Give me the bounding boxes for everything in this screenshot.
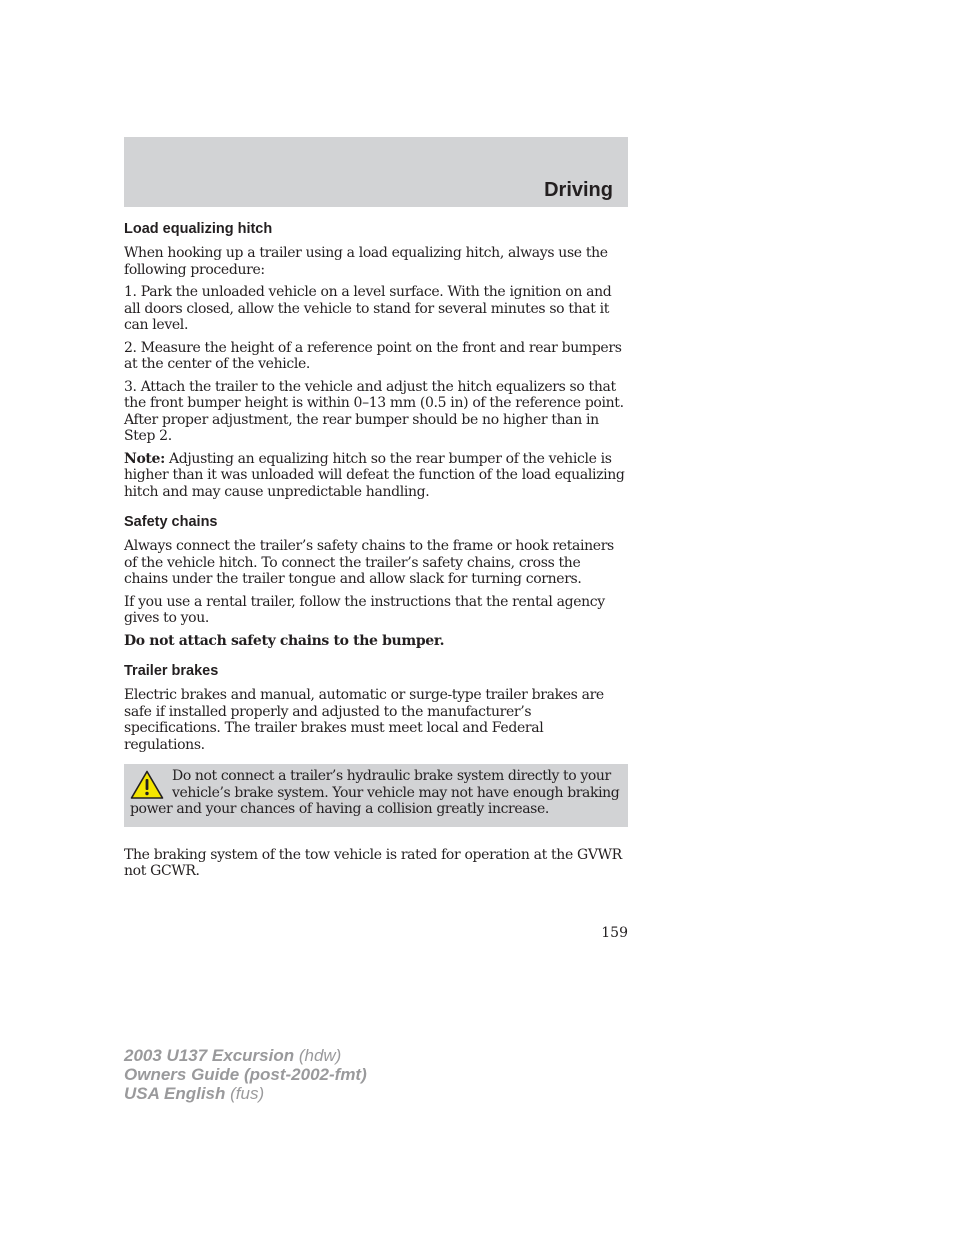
paragraph-step-1: 1. Park the unloaded vehicle on a level surface. With the ignition on and all doors closed, allow the vehicle to stand for several minutes so that it can level. — [124, 284, 612, 333]
paragraph-brakes-2: The braking system of the tow vehicle is rated for operation at the GVWR not GCWR. — [124, 846, 622, 879]
document-footer — [124, 1046, 367, 1103]
warning-box — [124, 764, 628, 827]
warning-text: Do not connect a trailer’s hydraulic brake system directly to your vehicle’s brake system. Your vehicle may not have enough braking power and your chances of having a collision greatly increase. — [130, 768, 620, 817]
footer-line-1-bold: 2003 U137 Excursion — [124, 1046, 295, 1065]
footer-line-3-bold: USA English — [124, 1084, 226, 1103]
footer-line-2-bold: Owners Guide (post-2002-fmt) — [124, 1065, 367, 1084]
section-title: Driving — [544, 179, 613, 201]
paragraph-chains-1: Always connect the trailer’s safety chains to the frame or hook retainers of the vehicle hitch. To connect the trailer’s safety chains, cross the chains under the trailer tongue and allow slack for turning corners. — [124, 538, 614, 587]
warning-triangle-icon — [130, 770, 164, 800]
footer-line-3-rest: (fus) — [225, 1084, 265, 1103]
heading-safety-chains: Safety chains — [124, 514, 218, 530]
footer-line-1-rest: (hdw) — [294, 1046, 342, 1065]
paragraph-chains-2: If you use a rental trailer, follow the instructions that the rental agency gives to you. — [124, 593, 605, 626]
note-text: Adjusting an equalizing hitch so the rear bumper of the vehicle is higher than it was unloaded will defeat the function of the load equalizing hitch and may cause unpredictable handling. — [124, 450, 625, 500]
paragraph-chains-warning: Do not attach safety chains to the bumper. — [124, 632, 445, 649]
paragraph-step-3: 3. Attach the trailer to the vehicle and adjust the hitch equalizers so that the front bumper height is within 0–13 mm (0.5 in) of the reference point. After proper adjustment, the rear bumper should be no higher than in Step 2. — [124, 378, 624, 444]
note-label: Note: — [124, 450, 165, 467]
page-number: 159 — [601, 925, 628, 941]
footer-line-3 — [124, 1084, 367, 1103]
paragraph-step-2: 2. Measure the height of a reference point on the front and rear bumpers at the center of the vehicle. — [124, 339, 622, 372]
paragraph-note — [124, 451, 628, 501]
page-content — [124, 220, 628, 886]
section-header-band — [124, 137, 628, 207]
paragraph-brakes-1: Electric brakes and manual, automatic or surge-type trailer brakes are safe if installed properly and adjusted to the manufacturer’s specifications. The trailer brakes must meet local and Federal regulations. — [124, 687, 604, 753]
footer-line-1 — [124, 1046, 367, 1065]
footer-line-2 — [124, 1065, 367, 1084]
heading-trailer-brakes: Trailer brakes — [124, 663, 219, 679]
paragraph-intro: When hooking up a trailer using a load equalizing hitch, always use the following procedure: — [124, 245, 608, 278]
heading-load-equalizing-hitch: Load equalizing hitch — [124, 221, 273, 237]
